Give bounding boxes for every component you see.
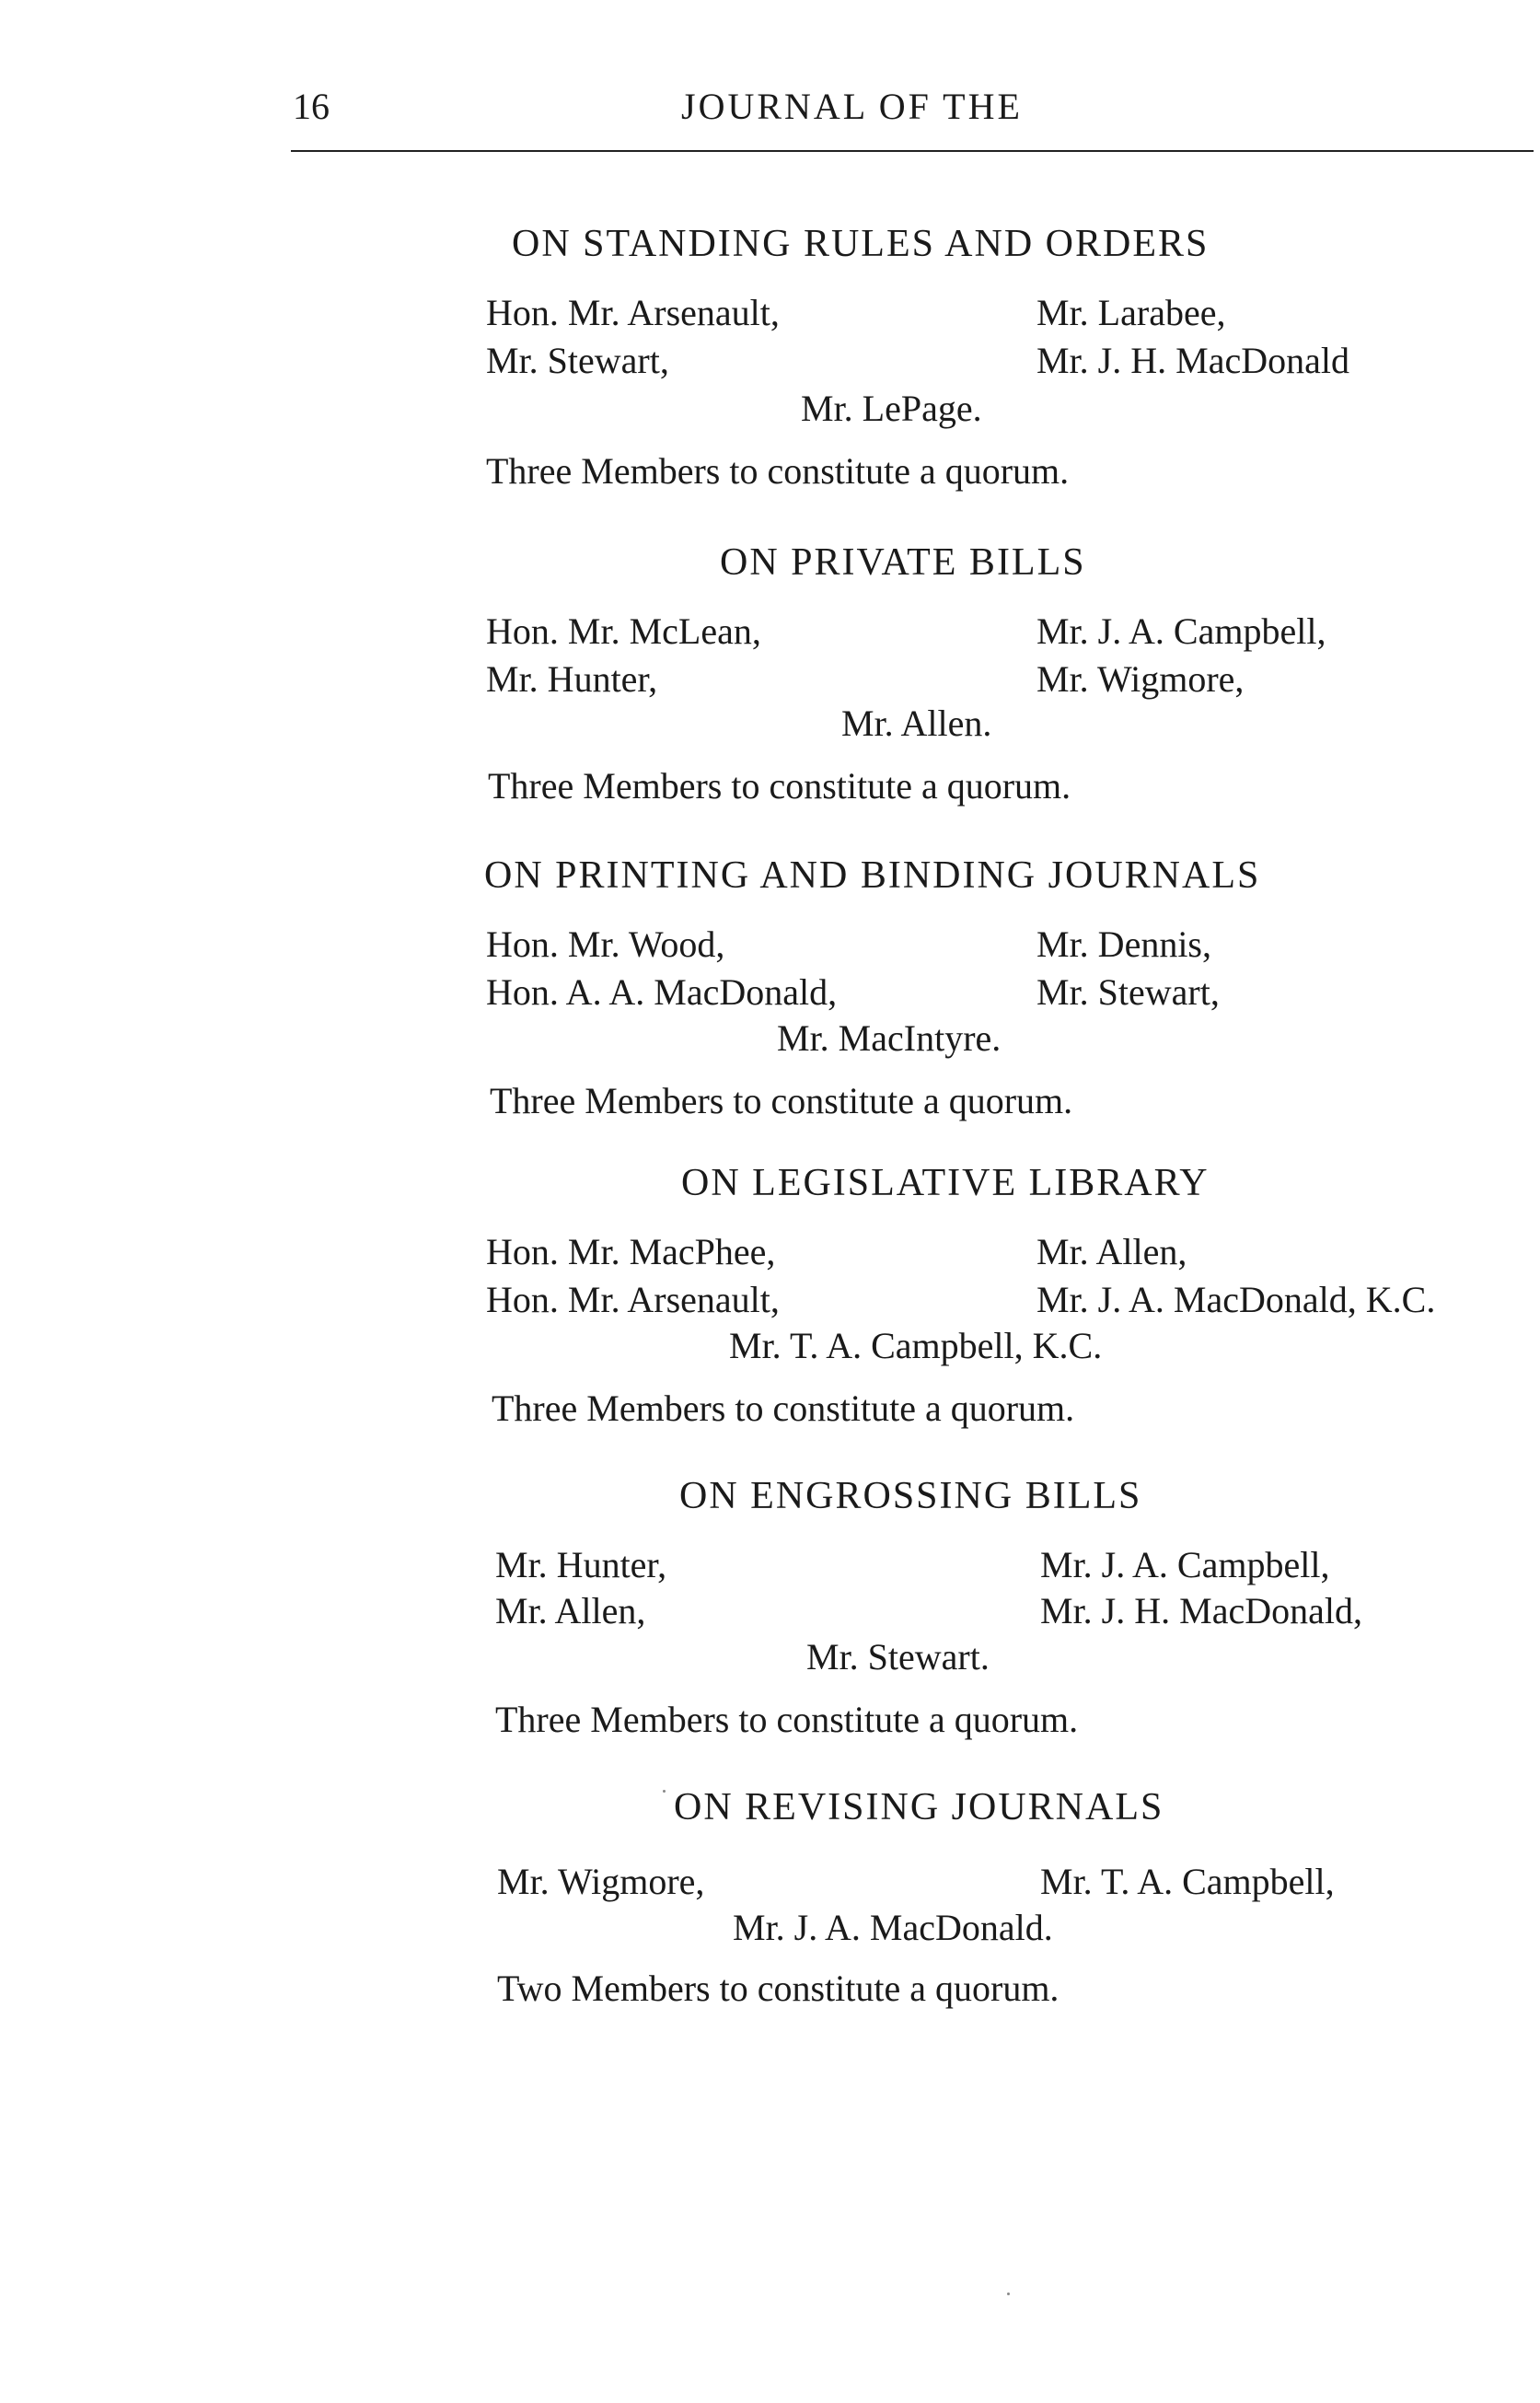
scan-speck — [1007, 2293, 1010, 2295]
quorum-note: Three Members to constitute a quorum. — [488, 765, 1071, 807]
member-center: Mr. LePage. — [801, 388, 982, 429]
quorum-note: Three Members to constitute a quorum. — [486, 450, 1070, 492]
quorum-note: Three Members to constitute a quorum. — [495, 1699, 1079, 1740]
member-center: Mr. T. A. Campbell, K.C. — [729, 1325, 1103, 1366]
member-left: Hon. Mr. Arsenault, — [486, 292, 780, 333]
member-center: Mr. Stewart. — [806, 1636, 990, 1677]
quorum-note: Three Members to constitute a quorum. — [490, 1080, 1073, 1121]
member-left: Mr. Hunter, — [495, 1544, 667, 1585]
committee-title-revising-journals: ON REVISING JOURNALS — [674, 1786, 1164, 1828]
member-right: Mr. J. A. MacDonald, K.C. — [1036, 1279, 1436, 1320]
member-right: Mr. J. A. Campbell, — [1040, 1544, 1330, 1585]
member-center: Mr. Allen. — [841, 702, 992, 744]
header-rule — [291, 150, 1534, 152]
scan-speck — [663, 1790, 666, 1793]
member-left: Mr. Stewart, — [486, 340, 669, 381]
committee-title-printing-binding: ON PRINTING AND BINDING JOURNALS — [484, 854, 1261, 897]
quorum-note: Two Members to constitute a quorum. — [497, 1968, 1059, 2009]
member-right: Mr. T. A. Campbell, — [1040, 1861, 1335, 1902]
member-left: Hon. Mr. Arsenault, — [486, 1279, 780, 1320]
member-left: Hon. A. A. MacDonald, — [486, 971, 838, 1013]
member-right: Mr. J. A. Campbell, — [1036, 610, 1326, 652]
committee-title-private-bills: ON PRIVATE BILLS — [720, 541, 1086, 584]
committee-title-engrossing-bills: ON ENGROSSING BILLS — [679, 1475, 1142, 1517]
member-right: Mr. J. H. MacDonald — [1036, 340, 1349, 381]
committee-title-standing-rules: ON STANDING RULES AND ORDERS — [512, 223, 1210, 265]
member-right: Mr. J. H. MacDonald, — [1040, 1590, 1362, 1631]
running-head: JOURNAL OF THE — [681, 86, 1023, 127]
member-left: Mr. Allen, — [495, 1590, 646, 1631]
member-right: Mr. Wigmore, — [1036, 658, 1245, 700]
member-left: Hon. Mr. McLean, — [486, 610, 761, 652]
committee-title-legislative-library: ON LEGISLATIVE LIBRARY — [681, 1162, 1210, 1204]
member-center: Mr. MacIntyre. — [777, 1017, 1002, 1059]
page-number: 16 — [293, 86, 330, 127]
member-right: Mr. Allen, — [1036, 1231, 1187, 1272]
member-right: Mr. Stewart, — [1036, 971, 1220, 1013]
member-right: Mr. Dennis, — [1036, 923, 1211, 965]
member-left: Mr. Wigmore, — [497, 1861, 705, 1902]
member-right: Mr. Larabee, — [1036, 292, 1226, 333]
quorum-note: Three Members to constitute a quorum. — [492, 1387, 1075, 1429]
member-left: Hon. Mr. MacPhee, — [486, 1231, 776, 1272]
member-left: Mr. Hunter, — [486, 658, 658, 700]
member-left: Hon. Mr. Wood, — [486, 923, 725, 965]
member-center: Mr. J. A. MacDonald. — [733, 1907, 1053, 1948]
